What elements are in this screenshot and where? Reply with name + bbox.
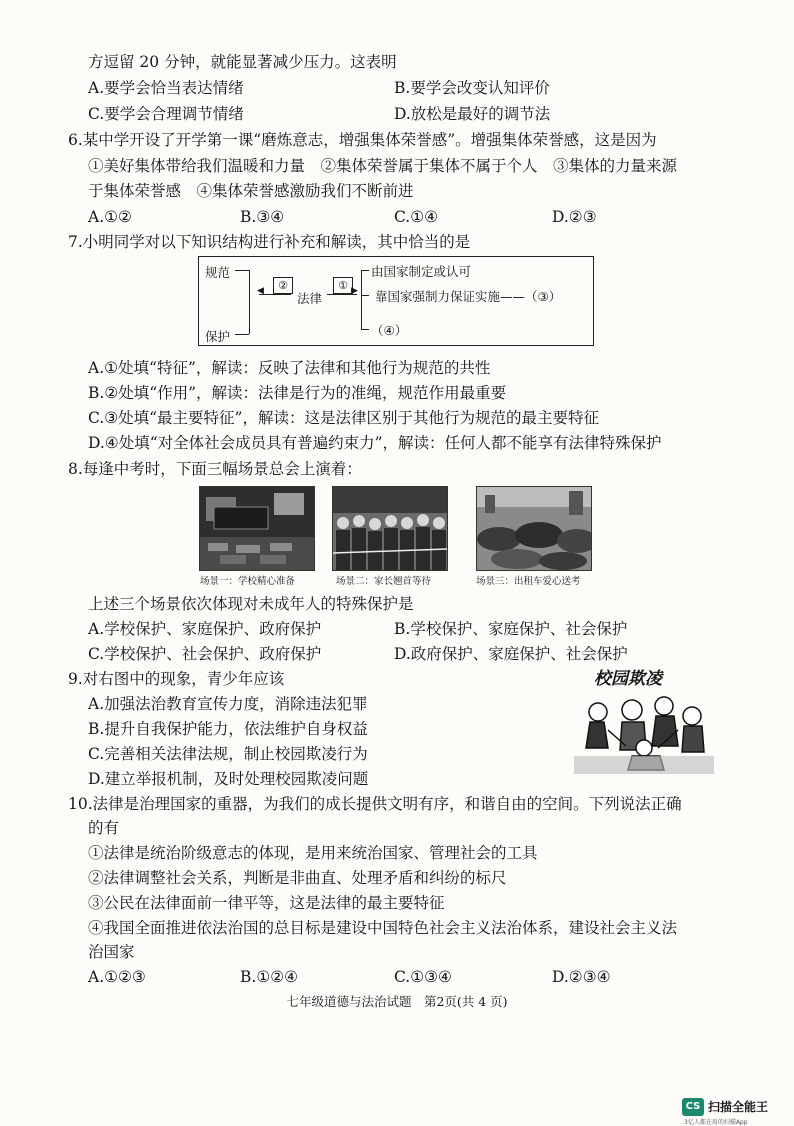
diagram-center-law: 法律 [297, 291, 323, 306]
q9-option-c: C.完善相关法律法规，制止校园欺凌行为 [88, 745, 368, 763]
scene-photo-taxis [476, 486, 592, 571]
cartoon-title: 校园欺凌 [594, 669, 662, 689]
q5-option-d: D.放松是最好的调节法 [394, 105, 551, 123]
q8-option-d: D.政府保护、家庭保护、社会保护 [394, 645, 628, 663]
q10-option-d: D.②③④ [552, 968, 611, 986]
bullying-cartoon [574, 664, 714, 774]
q10-option-c: C.①③④ [394, 968, 452, 986]
q10-item-2: ②法律调整社会关系，判断是非曲直、处理矛盾和纠纷的标尺 [88, 869, 507, 887]
q6-option-d: D.②③ [552, 208, 597, 226]
scene-caption-2: 场景二：家长翘首等待 [336, 576, 432, 587]
q10-option-a: A.①②③ [88, 968, 146, 986]
q10-item-3: ③公民在法律面前一律平等，这是法律的最主要特征 [88, 894, 445, 912]
diagram-box-2: ② [273, 277, 293, 294]
scanner-brand-tagline: 3亿人都在用的扫描App [684, 1119, 748, 1126]
q5-option-b: B.要学会改变认知评价 [394, 79, 550, 97]
q6-option-a: A.①② [88, 208, 132, 226]
q5-option-a: A.要学会恰当表达情绪 [88, 79, 244, 97]
camscanner-logo-icon: CS [682, 1098, 704, 1116]
q7-option-c: C.③处填“最主要特征”，解读：这是法律区别于其他行为规范的最主要特征 [88, 409, 599, 427]
q9-option-d: D.建立举报机制，及时处理校园欺凌问题 [88, 770, 369, 788]
q10-stem-cont: 的有 [88, 819, 120, 837]
scene-photo-classroom [199, 486, 315, 571]
q9-option-a: A.加强法治教育宣传力度，消除违法犯罪 [88, 695, 368, 713]
q5-option-c: C.要学会合理调节情绪 [88, 105, 244, 123]
q8-stem: 8.每逢中考时，下面三幅场景总会上演着： [68, 460, 362, 478]
diagram-arrow-right-icon: ▶ [351, 286, 358, 296]
q7-stem: 7.小明同学对以下知识结构进行补充和解读，其中恰当的是 [68, 233, 471, 251]
q8-question: 上述三个场景依次体现对未成年人的特殊保护是 [88, 595, 414, 613]
q10-item-4: ④我国全面推进依法治国的总目标是建设中国特色社会主义法治体系，建设社会主义法 [88, 919, 678, 937]
q6-option-c: C.①④ [394, 208, 439, 226]
diagram-arrow-left-icon: ◀ [257, 286, 264, 296]
q6-statements-line1: ①美好集体带给我们温暖和力量 ②集体荣誉属于集体不属于个人 ③集体的力量来源 [88, 157, 678, 175]
scene-caption-3: 场景三：出租车爱心送考 [476, 576, 581, 587]
diagram-label-protect: 保护 [205, 329, 231, 344]
q7-knowledge-diagram [198, 256, 594, 346]
q9-option-b: B.提升自我保护能力，依法维护自身权益 [88, 720, 368, 738]
q10-option-b: B.①②④ [240, 968, 299, 986]
q7-option-a: A.①处填“特征”，解读：反映了法律和其他行为规范的共性 [88, 359, 491, 377]
q8-option-c: C.学校保护、社会保护、政府保护 [88, 645, 322, 663]
q6-option-b: B.③④ [240, 208, 285, 226]
scene-photo-parents [332, 486, 448, 571]
diagram-box-1: ① [333, 277, 353, 294]
q8-option-a: A.学校保护、家庭保护、政府保护 [88, 620, 322, 638]
diagram-label-norm: 规范 [205, 265, 231, 280]
q7-option-d: D.④处填“对全体社会成员具有普遍约束力”，解读：任何人都不能享有法律特殊保护 [88, 434, 662, 452]
q5-stem: 方逗留 20 分钟，就能显著减少压力。这表明 [88, 53, 397, 71]
diagram-feature-3: （④） [371, 323, 408, 338]
q8-option-b: B.学校保护、家庭保护、社会保护 [394, 620, 628, 638]
diagram-feature-1: 由国家制定或认可 [371, 264, 472, 279]
scene-caption-1: 场景一：学校精心准备 [200, 576, 296, 587]
q10-stem: 10.法律是治理国家的重器，为我们的成长提供文明有序，和谐自由的空间。下列说法正确 [68, 795, 682, 813]
page-footer: 七年级道德与法治试题 第2页(共 4 页) [286, 994, 508, 1009]
q6-statements-line2: 于集体荣誉感 ④集体荣誉感激励我们不断前进 [88, 182, 414, 200]
q10-item-1: ①法律是统治阶级意志的体现，是用来统治国家、管理社会的工具 [88, 844, 538, 862]
diagram-feature-2: 靠国家强制力保证实施——（③） [375, 289, 562, 304]
scanner-brand-name: 扫描全能王 [708, 1100, 769, 1114]
q10-item-4-cont: 治国家 [88, 943, 135, 961]
q6-stem: 6.某中学开设了开学第一课“磨炼意志，增强集体荣誉感”。增强集体荣誉感，这是因为 [68, 131, 657, 149]
q9-stem: 9.对右图中的现象，青少年应该 [68, 670, 285, 688]
q7-option-b: B.②处填“作用”，解读：法律是行为的准绳，规范作用最重要 [88, 384, 507, 402]
